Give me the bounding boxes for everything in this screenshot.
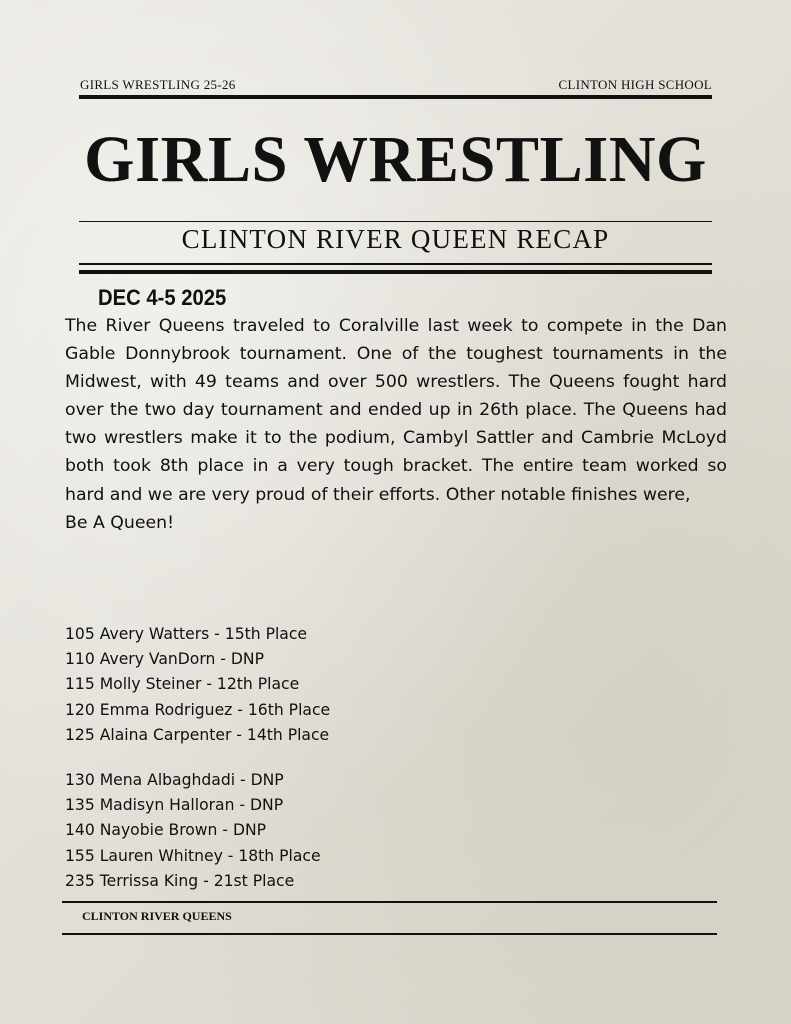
list-item: 115 Molly Steiner - 12th Place [65, 675, 300, 694]
footer-label: CLINTON RIVER QUEENS [82, 909, 232, 923]
masthead-right: CLINTON HIGH SCHOOL [558, 77, 712, 92]
list-item: 120 Emma Rodriguez - 16th Place [65, 700, 331, 719]
subhead: CLINTON RIVER QUEEN RECAP [181, 224, 610, 254]
divider [62, 901, 717, 903]
masthead-left: GIRLS WRESTLING 25-26 [80, 77, 236, 92]
list-item: 125 Alaina Carpenter - 14th Place [65, 725, 330, 744]
headline: GIRLS WRESTLING [84, 123, 707, 196]
article-paragraph: The River Queens traveled to Coralville last week to compete in the Dan Gable Donnybrook tournament. One of the toughest tournaments in the Midwest, with 49 teams and over 500 wrestlers. The Queens fought hard over the two day tournament and ended up in 26th place. The Queens had two wrestlers make it to the podium, Cambyl Sattler and Cambrie McLoyd both took 8th place in a very tough bracket. The entire team worked so hard and we are very proud of their efforts. Other notable finishes were, [65, 316, 727, 505]
article-body [65, 312, 727, 537]
divider [79, 263, 712, 265]
list-item: 130 Mena Albaghdadi - DNP [65, 771, 284, 789]
divider [79, 221, 712, 222]
list-item: 235 Terrissa King - 21st Place [65, 871, 295, 890]
results-list [65, 622, 330, 748]
list-item: 110 Avery VanDorn - DNP [65, 650, 264, 669]
article-closing: Be A Queen! [65, 512, 174, 533]
divider [62, 933, 717, 935]
list-item: 105 Avery Watters - 15th Place [65, 625, 308, 643]
list-item: 140 Nayobie Brown - DNP [65, 821, 267, 840]
list-item: 155 Lauren Whitney - 18th Place [65, 846, 321, 865]
article-date: DEC 4-5 2025 [98, 285, 227, 310]
divider [79, 95, 712, 99]
list-item: 135 Madisyn Halloran - DNP [65, 796, 284, 815]
results-list [65, 768, 321, 894]
divider [79, 270, 712, 274]
